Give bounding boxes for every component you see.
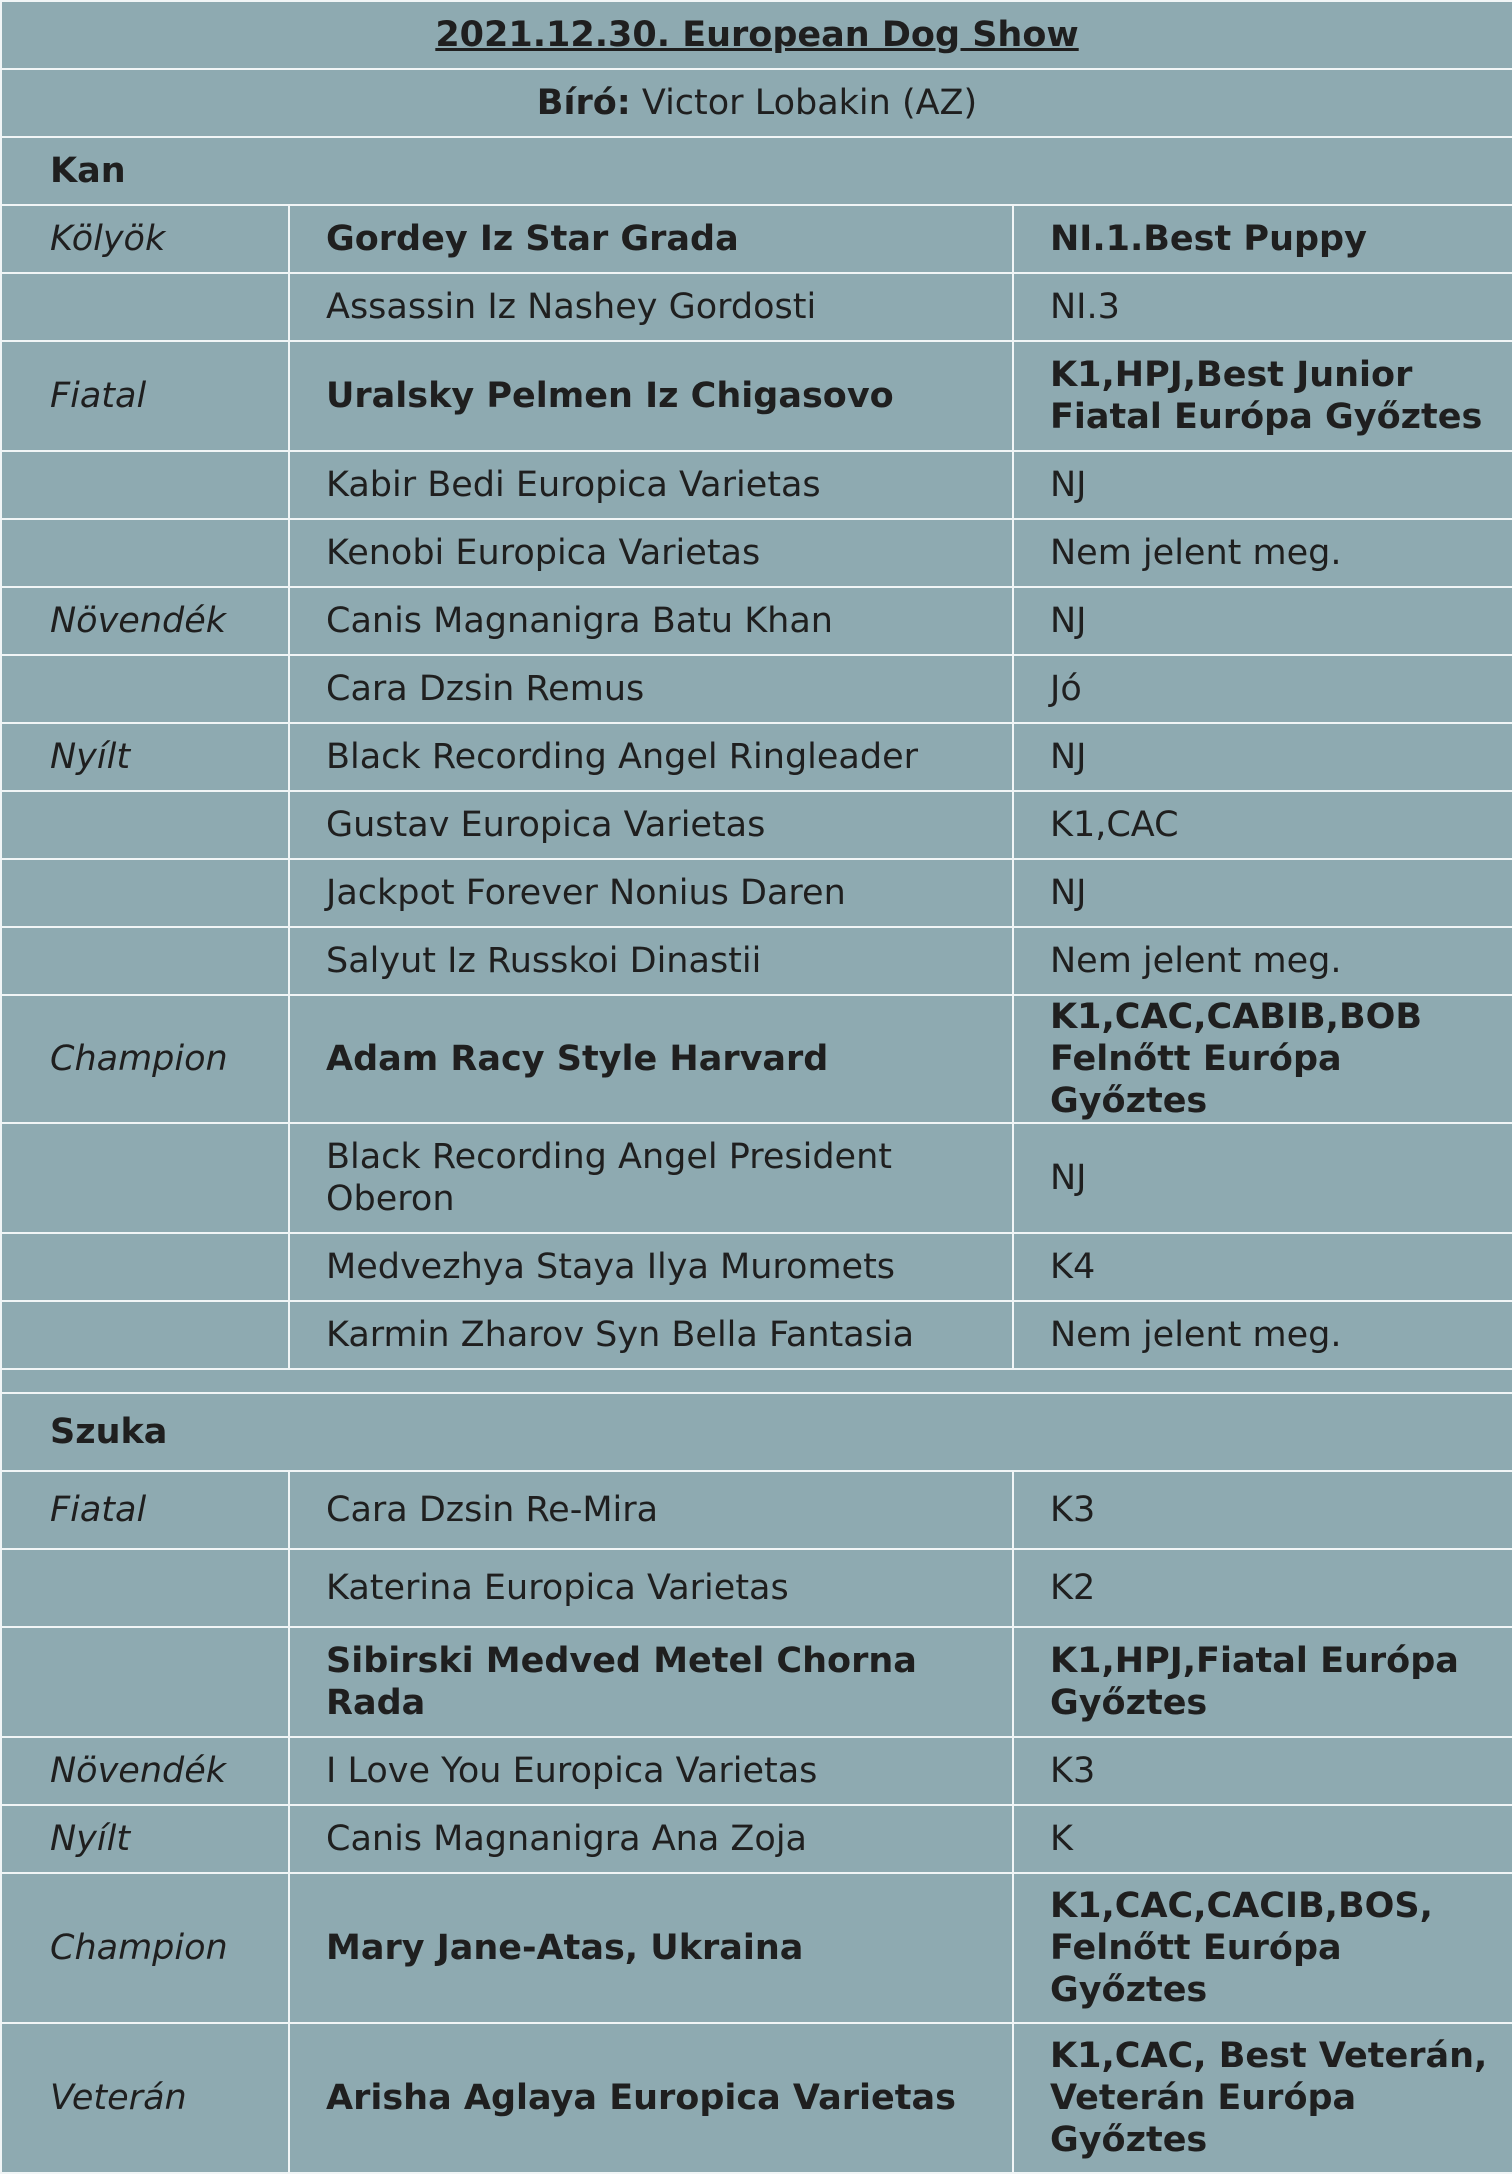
- result-cell: [1013, 1301, 1512, 1369]
- table-row: [1, 2023, 1512, 2173]
- result-cell: [1013, 1627, 1512, 1737]
- result-text: K1,CAC, Best Veterán,: [1050, 2036, 1488, 2076]
- class-cell: [1, 927, 289, 995]
- dog-name-cell: [289, 927, 1013, 995]
- result-cell: [1013, 1805, 1512, 1873]
- dog-name-cell: [289, 723, 1013, 791]
- table-row: [1, 995, 1512, 1123]
- dog-name: Black Recording Angel President Oberon: [326, 1137, 892, 1219]
- class-cell: [1, 2023, 289, 2173]
- table-row: [1, 655, 1512, 723]
- class-label: Champion: [50, 1928, 228, 1968]
- dog-name-cell: [289, 1805, 1013, 1873]
- class-cell: [1, 1549, 289, 1627]
- dog-name: Assassin Iz Nashey Gordosti: [326, 287, 817, 327]
- result-cell: [1013, 1873, 1512, 2023]
- class-cell: [1, 205, 289, 273]
- class-cell: [1, 995, 289, 1123]
- table-row: [1, 341, 1512, 451]
- class-cell: [1, 1233, 289, 1301]
- class-cell: [1, 791, 289, 859]
- dog-name-cell: [289, 995, 1013, 1123]
- result-text: Veterán Európa: [1050, 2078, 1357, 2118]
- result-cell: [1013, 723, 1512, 791]
- table-row: [1, 1873, 1512, 2023]
- dog-name: Adam Racy Style Harvard: [326, 1039, 829, 1079]
- table-row: [1, 1737, 1512, 1805]
- dog-name: Uralsky Pelmen Iz Chigasovo: [326, 376, 894, 416]
- class-cell: [1, 655, 289, 723]
- class-label: Nyílt: [50, 1819, 131, 1859]
- table-row: [1, 859, 1512, 927]
- result-text: NI.1.Best Puppy: [1050, 219, 1367, 259]
- result-cell: [1013, 2023, 1512, 2173]
- class-label: Fiatal: [50, 376, 147, 416]
- result-text: K1,HPJ,Best Junior: [1050, 355, 1413, 395]
- dog-name-cell: [289, 341, 1013, 451]
- result-text: Győztes: [1050, 1970, 1208, 2010]
- result-cell: [1013, 205, 1512, 273]
- result-text: NJ: [1050, 601, 1087, 641]
- class-cell: [1, 519, 289, 587]
- dog-name-cell: [289, 1471, 1013, 1549]
- dog-name-cell: [289, 1123, 1013, 1233]
- judge-label: Bíró:: [536, 83, 631, 123]
- dog-name-cell: [289, 205, 1013, 273]
- result-text: K3: [1050, 1490, 1096, 1530]
- dog-name: Kenobi Europica Varietas: [326, 533, 761, 573]
- result-text: K: [1050, 1819, 1073, 1859]
- dog-name: Kabir Bedi Europica Varietas: [326, 465, 821, 505]
- dog-name: Gustav Europica Varietas: [326, 805, 766, 845]
- section-header-row: [1, 137, 1512, 205]
- table-row: [1, 519, 1512, 587]
- result-cell: [1013, 273, 1512, 341]
- dog-name-cell: [289, 451, 1013, 519]
- result-cell: [1013, 1123, 1512, 1233]
- section-header-cell: [1, 137, 1512, 205]
- dog-name: Arisha Aglaya Europica Varietas: [326, 2078, 956, 2118]
- table-row: [1, 791, 1512, 859]
- result-text: K2: [1050, 1568, 1096, 1608]
- result-cell: [1013, 927, 1512, 995]
- result-text: NJ: [1050, 737, 1087, 777]
- table-row: [1, 1627, 1512, 1737]
- result-text: K4: [1050, 1247, 1096, 1287]
- class-cell: [1, 859, 289, 927]
- dog-name: Medvezhya Staya Ilya Muromets: [326, 1247, 896, 1287]
- class-cell: [1, 1301, 289, 1369]
- class-cell: [1, 341, 289, 451]
- result-cell: [1013, 451, 1512, 519]
- result-text: Nem jelent meg.: [1050, 533, 1342, 573]
- section-spacer: [1, 1369, 1512, 1393]
- section-header-cell: [1, 1393, 1512, 1471]
- table-row: [1, 273, 1512, 341]
- dog-name: Jackpot Forever Nonius Daren: [326, 873, 846, 913]
- result-cell: [1013, 791, 1512, 859]
- dog-name-cell: [289, 1873, 1013, 2023]
- dog-name-cell: [289, 2023, 1013, 2173]
- result-text: Győztes: [1050, 1683, 1208, 1723]
- section-title: Kan: [50, 151, 126, 191]
- result-text: NJ: [1050, 1158, 1087, 1198]
- result-text: K3: [1050, 1751, 1096, 1791]
- dog-name-cell: [289, 519, 1013, 587]
- class-cell: [1, 1471, 289, 1549]
- class-label: Növendék: [50, 1751, 227, 1791]
- class-cell: [1, 273, 289, 341]
- result-cell: [1013, 341, 1512, 451]
- result-cell: [1013, 519, 1512, 587]
- dog-name: Sibirski Medved Metel Chorna Rada: [326, 1641, 917, 1723]
- dog-name-cell: [289, 1549, 1013, 1627]
- spacer-cell: [1, 1369, 1512, 1393]
- dog-name: Karmin Zharov Syn Bella Fantasia: [326, 1315, 915, 1355]
- table-row: [1, 723, 1512, 791]
- dog-name-cell: [289, 655, 1013, 723]
- dog-name-cell: [289, 859, 1013, 927]
- title-row: [1, 1, 1512, 69]
- judge-name: Victor Lobakin (AZ): [630, 83, 978, 123]
- dog-name: Canis Magnanigra Batu Khan: [326, 601, 833, 641]
- result-text: Felnőtt Európa: [1050, 1928, 1342, 1968]
- result-text: K1,CAC: [1050, 805, 1179, 845]
- dog-name: Katerina Europica Varietas: [326, 1568, 789, 1608]
- dog-name: Mary Jane-Atas, Ukraina: [326, 1928, 804, 1968]
- judge-row: [1, 69, 1512, 137]
- result-cell: [1013, 1233, 1512, 1301]
- result-cell: [1013, 859, 1512, 927]
- dog-name-cell: [289, 1627, 1013, 1737]
- table-row: [1, 205, 1512, 273]
- table-row: [1, 1123, 1512, 1233]
- dog-name-cell: [289, 1301, 1013, 1369]
- result-cell: [1013, 655, 1512, 723]
- dog-name-cell: [289, 587, 1013, 655]
- class-cell: [1, 723, 289, 791]
- dog-name: Salyut Iz Russkoi Dinastii: [326, 941, 762, 981]
- section-title: Szuka: [50, 1412, 168, 1452]
- class-cell: [1, 1627, 289, 1737]
- result-text: K1,CAC,CABIB,BOB: [1050, 997, 1423, 1037]
- table-row: [1, 1301, 1512, 1369]
- dog-name: Cara Dzsin Remus: [326, 669, 645, 709]
- dog-name-cell: [289, 273, 1013, 341]
- dog-name-cell: [289, 791, 1013, 859]
- result-text: K1,HPJ,Fiatal Európa: [1050, 1641, 1459, 1681]
- class-label: Veterán: [50, 2078, 187, 2118]
- result-cell: [1013, 1737, 1512, 1805]
- dog-name: Cara Dzsin Re-Mira: [326, 1490, 659, 1530]
- result-text: K1,CAC,CACIB,BOS,: [1050, 1886, 1433, 1926]
- result-cell: [1013, 1549, 1512, 1627]
- result-text: NJ: [1050, 873, 1087, 913]
- result-text: Nem jelent meg.: [1050, 1315, 1342, 1355]
- class-label: Nyílt: [50, 737, 131, 777]
- show-title: 2021.12.30. European Dog Show: [435, 15, 1079, 55]
- class-cell: [1, 1123, 289, 1233]
- result-text: NI.3: [1050, 287, 1120, 327]
- section-header-row: [1, 1393, 1512, 1471]
- dog-name-cell: [289, 1233, 1013, 1301]
- dog-name: Black Recording Angel Ringleader: [326, 737, 919, 777]
- class-label: Növendék: [50, 601, 227, 641]
- dog-name-cell: [289, 1737, 1013, 1805]
- result-text: Győztes: [1050, 2120, 1208, 2160]
- result-text: Fiatal Európa Győztes: [1050, 397, 1483, 437]
- class-cell: [1, 451, 289, 519]
- table-row: [1, 1549, 1512, 1627]
- dog-name: I Love You Europica Varietas: [326, 1751, 818, 1791]
- table-row: [1, 1233, 1512, 1301]
- table-row: [1, 1805, 1512, 1873]
- class-label: Kölyök: [50, 219, 166, 259]
- title-cell: [1, 1, 1512, 69]
- result-text: Felnőtt Európa Győztes: [1050, 1039, 1342, 1121]
- class-cell: [1, 1805, 289, 1873]
- dog-name: Gordey Iz Star Grada: [326, 219, 739, 259]
- result-cell: [1013, 995, 1512, 1123]
- class-cell: [1, 1737, 289, 1805]
- result-cell: [1013, 1471, 1512, 1549]
- judge-cell: [1, 69, 1512, 137]
- result-text: Jó: [1050, 669, 1082, 709]
- result-text: Nem jelent meg.: [1050, 941, 1342, 981]
- class-label: Fiatal: [50, 1490, 147, 1530]
- dog-name: Canis Magnanigra Ana Zoja: [326, 1819, 807, 1859]
- class-cell: [1, 1873, 289, 2023]
- result-cell: [1013, 587, 1512, 655]
- class-cell: [1, 587, 289, 655]
- table-row: [1, 927, 1512, 995]
- table-row: [1, 587, 1512, 655]
- result-text: NJ: [1050, 465, 1087, 505]
- table-row: [1, 1471, 1512, 1549]
- class-label: Champion: [50, 1039, 228, 1079]
- table-row: [1, 451, 1512, 519]
